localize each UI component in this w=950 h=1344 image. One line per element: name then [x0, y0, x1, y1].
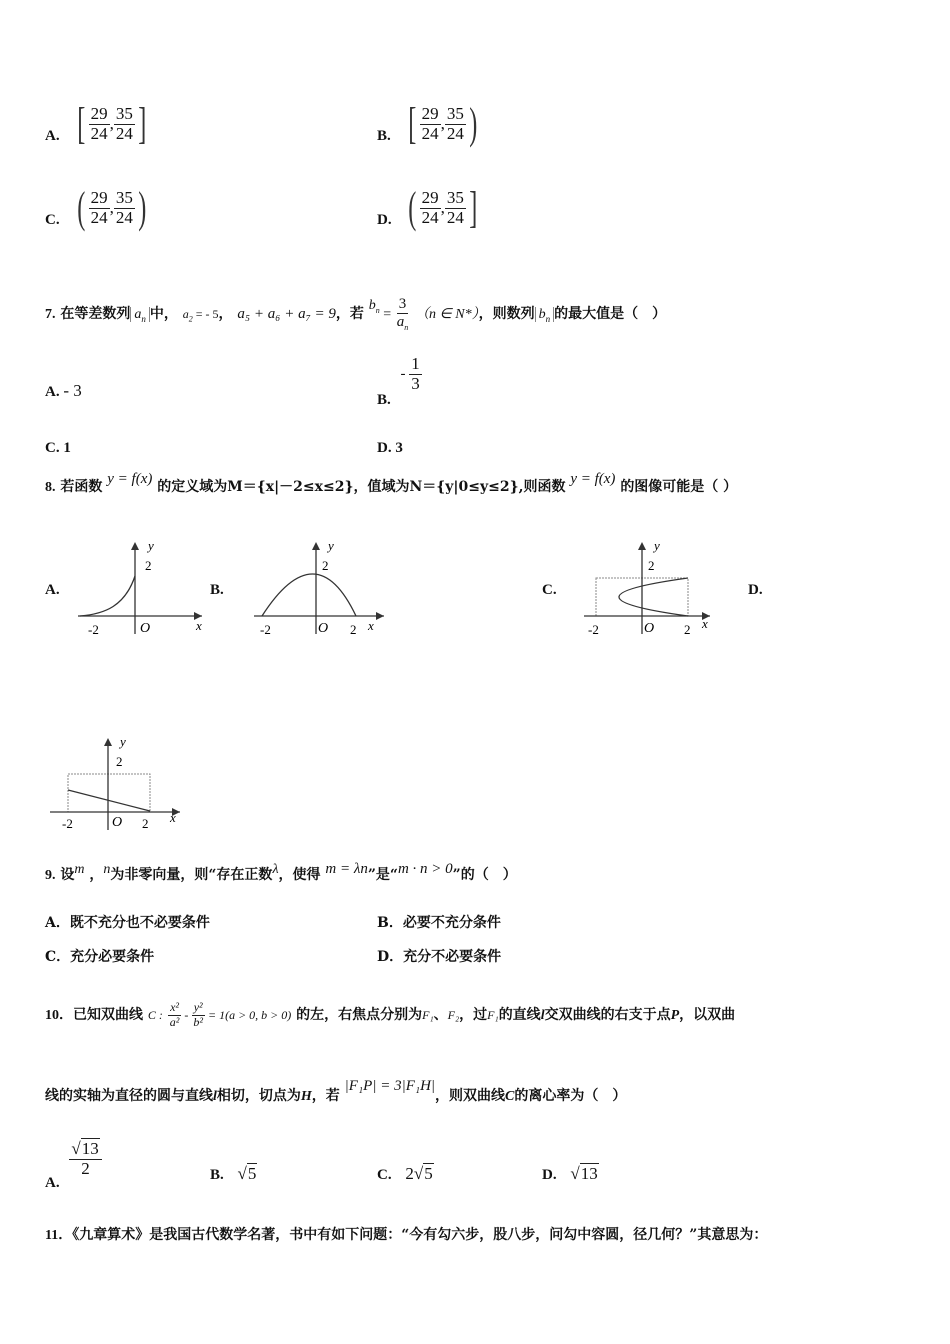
svg-text:2: 2	[142, 816, 149, 831]
q9-option-d: D．充分不必要条件	[377, 949, 502, 965]
q6-option-a-interval: [ $\frac{29}{24}$ , $\frac{35}{24}$ ]	[77, 99, 147, 148]
question-7-stem: 7. 在等差数列 $a_n$ 中， $a_2$ = - 5， a₅ + a₆ + a₇ = 9，若 $b_n$ = $\frac{3}{a_n}$ （n ∈ N*），则数列 $b_n$ 的最大值是（ ）	[45, 296, 667, 332]
q6-option-c-interval: ( $\frac{29}{24}$ , $\frac{35}{24}$ )	[77, 183, 147, 232]
question-10-stem-line1: 10．已知双曲线 C : $\frac{\text{x²}}{\text{a²}}$ - $\frac{\text{y²}}{\text{b²}}$ = 1(a > 0, b > 0) 的左，右焦点分别为F₁、F₂，过F₁的直线l交双曲线的右支于点P，以双曲	[45, 1000, 736, 1029]
q6-option-d-label: D.	[377, 212, 392, 228]
question-8-stem: 8. 若函数 y = f(x) 的定义域为M＝{x|－2≤x≤2}，值域为N＝{y|0≤y≤2},则函数 y = f(x) 的图像可能是（ ）	[45, 471, 738, 495]
q8-option-d-label: D.	[748, 582, 763, 598]
q10-option-d: D. √13	[542, 1164, 598, 1183]
q6-option-b-interval: [ $\frac{29}{24}$ , $\frac{35}{24}$ )	[408, 99, 478, 148]
q8-graph-c	[580, 536, 720, 642]
svg-text:x: x	[702, 616, 708, 631]
svg-text:y: y	[120, 734, 126, 749]
q6-option-c-label: C.	[45, 212, 60, 228]
q8-graph-a	[70, 536, 210, 642]
q7-option-a: A. - 3	[45, 381, 82, 400]
svg-text:O: O	[644, 621, 655, 636]
q10-option-b: B. √5	[210, 1164, 257, 1183]
svg-text:2: 2	[648, 558, 655, 573]
svg-text:O: O	[318, 621, 329, 636]
svg-text:x: x	[196, 618, 202, 633]
svg-text:x: x	[170, 810, 176, 825]
svg-text:2: 2	[116, 754, 123, 769]
q8-graph-d	[46, 732, 186, 838]
q8-option-a-label: A.	[45, 582, 60, 598]
question-10-stem-line2: 线的实轴为直径的圆与直线l相切，切点为H，若 |F₁P| = 3|F₁H|，则双曲线C的离心率为（ ）	[45, 1078, 627, 1104]
q9-option-c: C．充分必要条件	[45, 949, 155, 965]
q7-option-d: D. 3	[377, 440, 403, 456]
svg-text:y: y	[148, 538, 154, 553]
svg-text:2: 2	[145, 558, 152, 573]
q10-option-c: C. 2√5	[377, 1164, 433, 1183]
svg-text:y: y	[328, 538, 334, 553]
question-11-stem: 11．《九章算术》是我国古代数学名著，书中有如下问题：“今有勾六步，股八步，问勾中容圆，径几何？”其意思为：	[45, 1227, 768, 1243]
svg-text:O: O	[140, 621, 151, 636]
svg-text:2: 2	[350, 622, 357, 637]
q9-option-a: A．既不充分也不必要条件	[45, 915, 210, 931]
q8-graph-b	[250, 536, 390, 642]
q9-option-b: B．必要不充分条件	[377, 915, 501, 931]
svg-text:2: 2	[684, 622, 691, 637]
q6-option-b-label: B.	[377, 128, 391, 144]
svg-text:-2: -2	[88, 622, 99, 637]
svg-text:x: x	[368, 618, 374, 633]
q8-option-b-label: B.	[210, 582, 224, 598]
svg-text:-2: -2	[260, 622, 271, 637]
svg-text:y: y	[654, 538, 660, 553]
q7-option-b: B. - $\frac{1}{3}$	[377, 354, 420, 408]
q6-option-d-interval: ( $\frac{29}{24}$ , $\frac{35}{24}$ ]	[408, 183, 478, 232]
svg-text:-2: -2	[588, 622, 599, 637]
question-9-stem: 9. 设m ，n为非零向量，则“存在正数λ，使得 m = λn”是“m · n > 0”的（ ）	[45, 861, 517, 883]
q10-option-a: A. $\frac{√13}{2}$	[45, 1140, 102, 1178]
svg-text:-2: -2	[62, 816, 73, 831]
svg-text:O: O	[112, 815, 123, 830]
q8-option-c-label: C.	[542, 582, 557, 598]
svg-text:2: 2	[322, 558, 329, 573]
q7-option-c: C. 1	[45, 440, 71, 456]
q6-option-a-label: A.	[45, 128, 60, 144]
